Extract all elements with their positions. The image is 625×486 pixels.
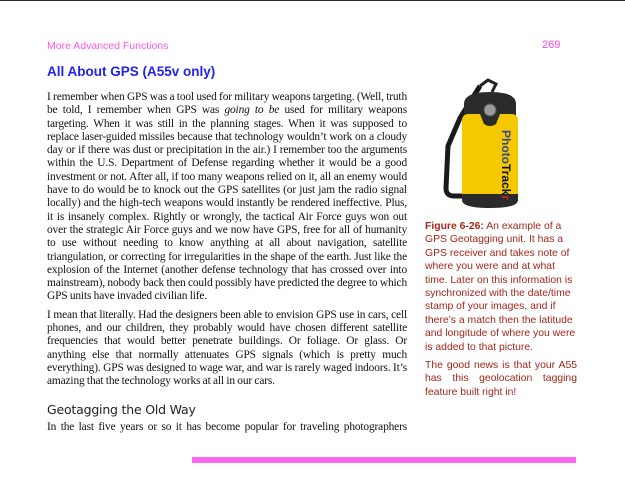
figure-caption xyxy=(425,220,577,404)
paragraph-1-start: I remember when GPS was a tool used for military weapons targeting. (Well, truth be told, I remember when GPS was xyxy=(47,91,407,117)
caption-note: The good news is that your A55 has this geolocation tagging feature built right in! xyxy=(425,360,577,398)
section-title: All About GPS (A55v only) xyxy=(47,64,216,79)
device-logo xyxy=(499,130,513,200)
logo-r-text: r xyxy=(499,195,513,201)
caption-paragraph xyxy=(425,220,577,354)
running-head: More Advanced Functions xyxy=(47,40,169,52)
body-text xyxy=(47,91,407,394)
main-text-column xyxy=(47,91,407,434)
page-number: 269 xyxy=(542,39,561,51)
paragraph-1 xyxy=(47,91,407,304)
logo-track-text: Track xyxy=(499,164,513,196)
figure-label: Figure 6-26: xyxy=(425,221,484,232)
subheading: Geotagging the Old Way xyxy=(47,401,196,417)
paragraph-3: In the last five years or so it has become popular for traveling photographers xyxy=(47,420,407,433)
power-button-icon xyxy=(484,104,496,116)
top-border xyxy=(0,0,625,1)
phototrackr-device-illustration xyxy=(440,78,550,213)
paragraph-1-end: used for military weapons targeting. When it was still in the planning stages. When it was supposed to replace laser-guided missiles because that technology wouldn’t work on a cloudy day or if there was dust or precipitation in the air.) I remember too the arguments within the U.S. Department of Defense regarding whether it would be a good investment or not. After all, if too many weapons relied on it, all an enemy would have to do would be to knock out the GPS satellites (or just jam the radio signal locally) and the high-tech weapons would instantly be rendered ineffective. Plus, it is insanely complex. Rightly or wrongly, the tactical Air Force guys won out over the strategic Air Force guys and we now have GPS, free for all of humanity to use without needing to know anything at all about navigation, satellite triangulation, or correcting for irregularities in the shape of the earth. Just like the explosion of the Internet (another defense technology that has crossed over into mainstream), nobody back then could possibly have predicted the degree to which GPS units have invaded civilian life. xyxy=(47,104,407,303)
gps-device-image xyxy=(440,78,550,213)
footer-accent-bar xyxy=(192,457,576,463)
logo-photo-text: Photo xyxy=(499,130,513,164)
caption-text: An example of a GPS Geotagging unit. It has a GPS receiver and takes note of where you were and at what time. Later on this information is synchronized with the date/time stamp of your images, and if there’s a match then the latitude and longitude of where you were is added to that picture. xyxy=(425,221,576,353)
paragraph-2: I mean that literally. Had the designers been able to envision GPS use in cars, cell phones, and our children, they probably would have chosen different satellite frequencies that would better penetrate buildings. Or foliage. Or glass. Or anything else that normally attenuates GPS signals (which is pretty much everything). GPS was designed to wage war, and war is rarely waged indoors. It’s amazing that the technology works at all in our cars. xyxy=(47,308,407,388)
svg-text:PhotoTrackr xyxy=(499,130,513,200)
lanyard-clip xyxy=(480,80,496,92)
paragraph-1-emphasis: going to be xyxy=(224,104,280,117)
